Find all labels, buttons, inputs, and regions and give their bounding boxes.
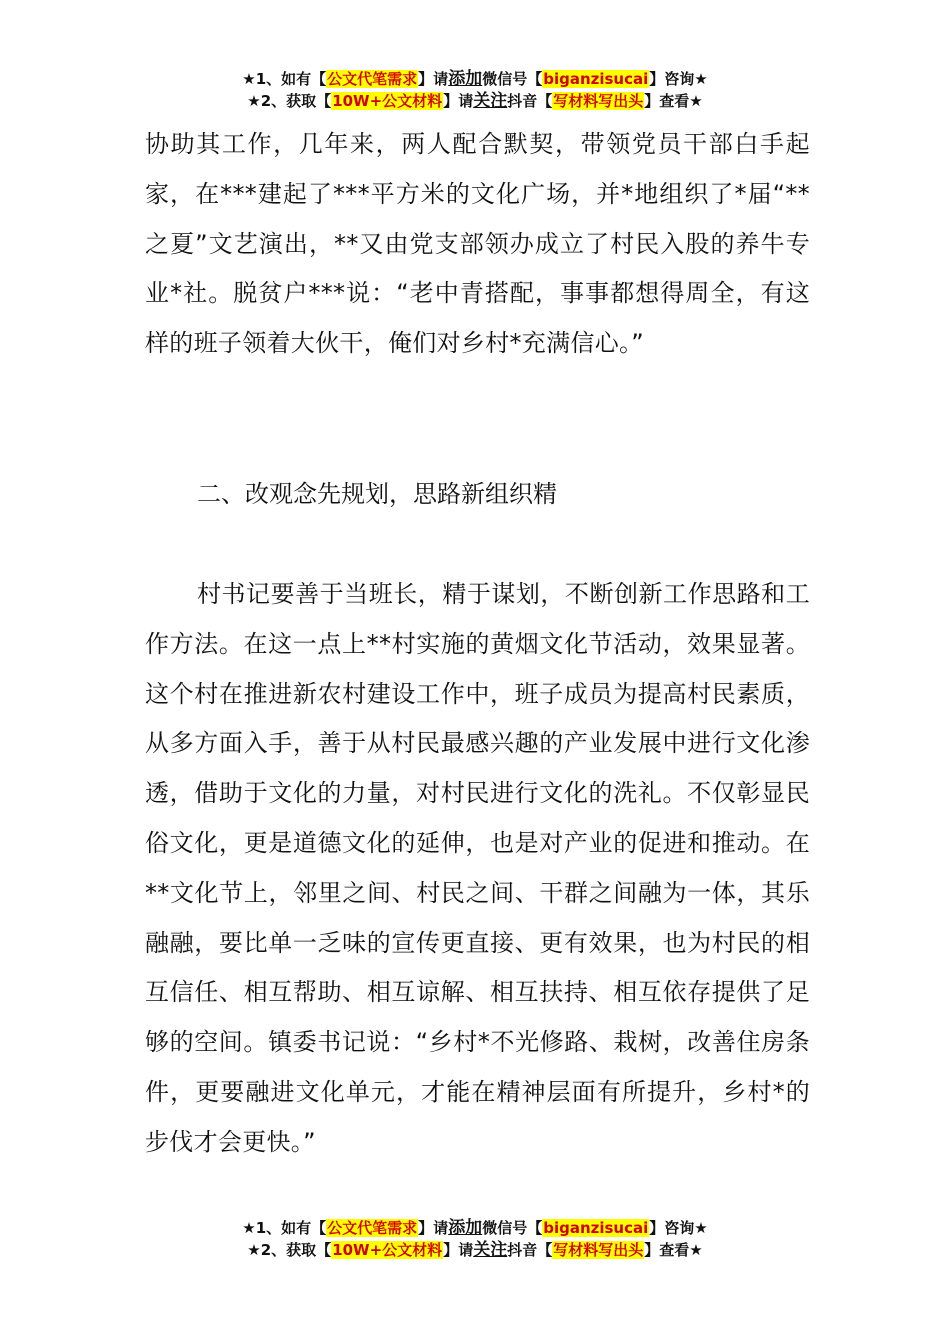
promo-text: 】咨询★ [649, 1219, 708, 1237]
promo-text: ★1、如有【 [242, 1219, 327, 1237]
promo-line-2 [0, 90, 950, 112]
promo-text: 抖音【 [507, 92, 553, 110]
promo-line-2 [0, 1239, 950, 1261]
promo-text: 】咨询★ [649, 70, 708, 88]
promo-highlight: 公文代笔需求 [327, 1219, 418, 1237]
section-heading: 二、改观念先规划，思路新组织精 [197, 480, 557, 508]
promo-wechat-id: biganzisucai [543, 70, 649, 88]
promo-text: ★2、获取【 [247, 1241, 332, 1259]
paragraph-2: 村书记要善于当班长，精于谋划，不断创新工作思路和工作方法。在这一点上**村实施的黄烟文化节活动，效果显著。这个村在推进新农村建设工作中，班子成员为提高村民素质，从多方面入手，善于从村民最感兴趣的产业发展中进行文化渗透，借助于文化的力量，对村民进行文化的洗礼。不仅彰显民俗文化，更是道德文化的延伸，也是对产业的促进和推动。在**文化节上，邻里之间、村民之间、干群之间融为一体，其乐融融，要比单一乏味的宣传更直接、更有效果，也为村民的相互信任、相互帮助、相互谅解、相互扶持、相互依存提供了足够的空间。镇委书记说：“乡村*不光修路、栽树，改善住房条件，更要融进文化单元，才能在精神层面有所提升，乡村*的步伐才会更快。” [145, 580, 810, 1156]
promo-emphasis: 关注 [473, 91, 508, 111]
promo-emphasis: 添加 [448, 69, 483, 89]
promo-text: 】请 [418, 70, 449, 88]
promo-highlight: 10W+公文材料 [332, 1241, 443, 1259]
promo-highlight: 10W+公文材料 [332, 92, 443, 110]
promo-douyin-id: 写材料写出头 [553, 1241, 644, 1259]
promo-text: 抖音【 [507, 1241, 553, 1259]
promo-text: 】查看★ [644, 92, 703, 110]
promo-emphasis: 添加 [448, 1218, 483, 1238]
promo-text: ★1、如有【 [242, 70, 327, 88]
promo-line-1 [0, 68, 950, 90]
promo-text: 】查看★ [644, 1241, 703, 1259]
promo-wechat-id: biganzisucai [543, 1219, 649, 1237]
promo-line-1 [0, 1217, 950, 1239]
promo-douyin-id: 写材料写出头 [553, 92, 644, 110]
paragraph-1: 协助其工作，几年来，两人配合默契，带领党员干部白手起家，在***建起了***平方米的文化广场，并*地组织了*届“**之夏”文艺演出，**又由党支部领办成立了村民入股的养牛专业*社。脱贫户***说：“老中青搭配，事事都想得周全，有这样的班子领着大伙干，俺们对乡村*充满信心。” [145, 130, 810, 358]
promo-text: 】请 [418, 1219, 449, 1237]
promo-text: 微信号【 [482, 70, 543, 88]
promo-highlight: 公文代笔需求 [327, 70, 418, 88]
promo-header [0, 68, 950, 112]
promo-text: 】请 [443, 1241, 474, 1259]
promo-emphasis: 关注 [473, 1240, 508, 1260]
promo-text: 】请 [443, 92, 474, 110]
promo-text: ★2、获取【 [247, 92, 332, 110]
promo-text: 微信号【 [482, 1219, 543, 1237]
promo-footer [0, 1217, 950, 1261]
